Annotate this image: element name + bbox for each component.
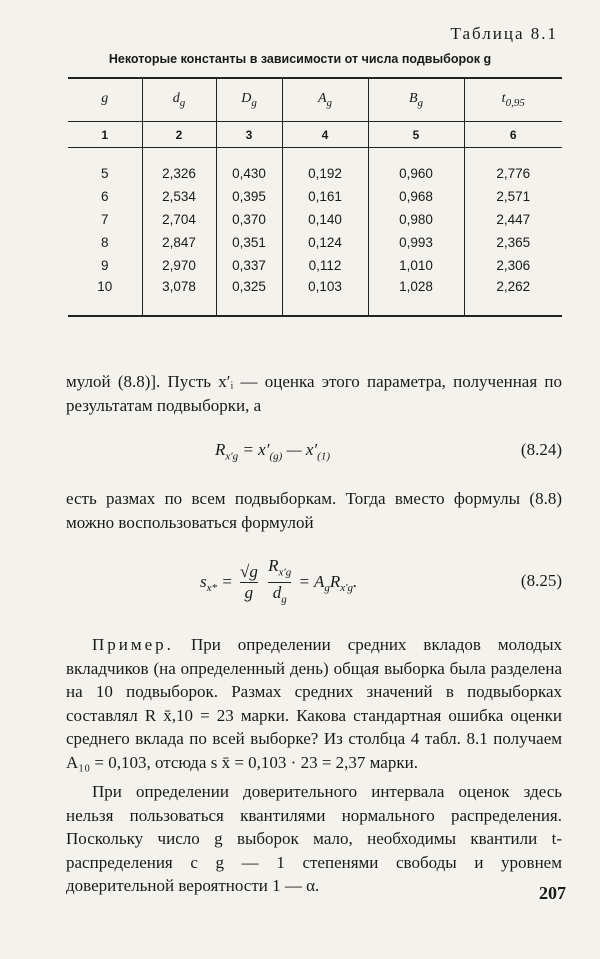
table-cell: 1,028 xyxy=(368,277,464,316)
equation-number-8-24: (8.24) xyxy=(520,440,562,459)
table-cell: 0,325 xyxy=(216,277,282,316)
col-header-B: $B_g$ xyxy=(368,78,464,122)
table-cell: 2,447 xyxy=(464,208,562,231)
table-row xyxy=(68,185,562,208)
col-header-D: $D_g$ xyxy=(216,78,282,122)
table-cell: 0,430 xyxy=(216,162,282,185)
table-cell: 10 xyxy=(68,277,142,316)
table-cell: 6 xyxy=(100,189,109,204)
col-number: 6 xyxy=(464,122,562,148)
table-cell: 0,993 xyxy=(368,231,464,254)
col-number: 1 xyxy=(68,122,142,148)
col-header-g: g xyxy=(68,78,142,122)
page-number: 207 xyxy=(539,883,566,903)
table-cell: 0,124 xyxy=(282,231,368,254)
col-number: 2 xyxy=(142,122,216,148)
table-cell: 2,326 xyxy=(142,162,216,185)
table-cell: 2,534 xyxy=(142,185,216,208)
paragraph-4: При определении доверительного интервала оценок здесь нельзя пользоваться квантилями нормального распределения. Поскольку число g выборок мало, необходимы квантили t-распределения с g — 1 степенями свободы и уровнем доверительной вероятности 1 — α. xyxy=(66,782,562,895)
table-cell: 0,968 xyxy=(368,185,464,208)
table-cell: 2,262 xyxy=(464,277,562,316)
formula-8-24: $R_{x'g} = x'_{(g)}$ — $x'_{(1)}$ xyxy=(215,440,330,463)
paragraph-1: мулой (8.8)]. Пусть x′ᵢ — оценка этого параметра, полученная по результатам подвыборки, а xyxy=(66,372,562,415)
table-cell: 9 xyxy=(100,258,109,273)
table-cell: 0,337 xyxy=(216,254,282,277)
table-row xyxy=(68,231,562,254)
paragraph-2: есть размах по всем подвыборкам. Тогда вместо формулы (8.8) можно воспользоваться формулой xyxy=(66,489,562,532)
table-cell: 0,351 xyxy=(216,231,282,254)
col-header-t: $t_{0,95}$ xyxy=(464,78,562,122)
table-cell: 2,776 xyxy=(464,162,562,185)
table-cell: 2,571 xyxy=(464,185,562,208)
table-cell: 0,161 xyxy=(282,185,368,208)
constants-table xyxy=(68,77,562,317)
table-cell: 2,365 xyxy=(464,231,562,254)
equation-number-8-25: (8.25) xyxy=(520,571,562,590)
table-label: Таблица 8.1 xyxy=(450,24,558,43)
col-header-A: $A_g$ xyxy=(282,78,368,122)
col-number: 5 xyxy=(368,122,464,148)
table-row xyxy=(68,254,562,277)
table-cell: 7 xyxy=(100,212,109,227)
table-cell: 0,112 xyxy=(282,254,368,277)
table-row xyxy=(68,208,562,231)
table-cell: 2,704 xyxy=(142,208,216,231)
table-cell: 0,192 xyxy=(282,162,368,185)
table-cell: 2,306 xyxy=(464,254,562,277)
table-cell: 0,370 xyxy=(216,208,282,231)
table-cell: 2,847 xyxy=(142,231,216,254)
table-cell: 5 xyxy=(100,166,109,181)
table-caption: Некоторые константы в зависимости от числа подвыборок g xyxy=(108,52,492,66)
paragraph-example xyxy=(66,633,562,774)
formula-8-25: $s_{x*}$ = $\frac{√g}{g}$ $\frac{R_{x'g}}{d_g}$ = $A_gR_{x'g}$. xyxy=(200,556,358,606)
table-cell: 0,103 xyxy=(282,277,368,316)
table-row xyxy=(68,277,562,316)
col-number: 3 xyxy=(216,122,282,148)
table-cell: 3,078 xyxy=(142,277,216,316)
table-row xyxy=(68,162,562,185)
table-cell: 0,140 xyxy=(282,208,368,231)
col-header-d: $d_g$ xyxy=(142,78,216,122)
table-cell: 2,970 xyxy=(142,254,216,277)
column-number-row xyxy=(68,122,562,148)
table-cell: 0,980 xyxy=(368,208,464,231)
table-cell: 0,395 xyxy=(216,185,282,208)
table-cell: 8 xyxy=(100,235,109,250)
example-heading: Пример. xyxy=(92,635,174,654)
table-cell: 1,010 xyxy=(368,254,464,277)
example-text: При определении средних вкладов молодых вкладчиков (на определенный день) общая выборка была разделена на 10 подвыборок. Размах средних значений в подвыборках составлял R x̄,10 = 23 марки. Какова стандартная ошибка оценки среднего вклада по всей выборке? Из столбца 4 табл. 8.1 получаем A₁₀ = 0,103, отсюда s x̄ = 0,103 · 23 = 2,37 марки. xyxy=(66,635,562,772)
col-number: 4 xyxy=(282,122,368,148)
table-cell: 0,960 xyxy=(368,162,464,185)
table-header-row xyxy=(68,78,562,122)
